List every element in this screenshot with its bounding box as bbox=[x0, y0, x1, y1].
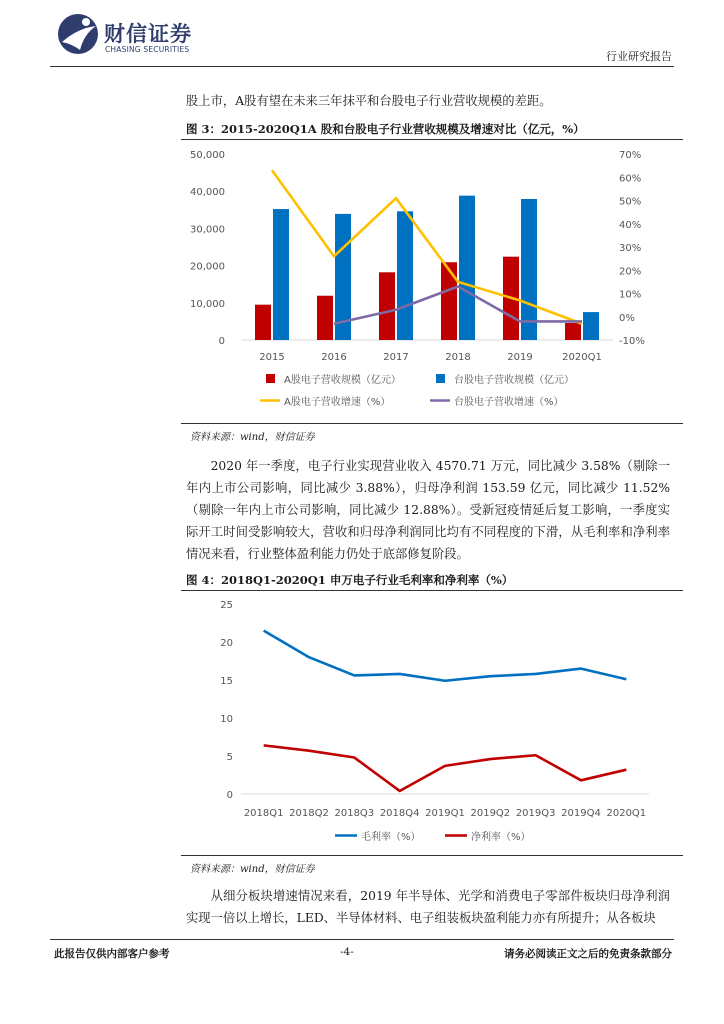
footer-disclaimer-right: 请务必阅读正文之后的免责条款部分 bbox=[504, 948, 672, 960]
figure-4-chart bbox=[181, 590, 681, 854]
bar bbox=[379, 272, 395, 340]
y2-tick-label: 30% bbox=[619, 243, 642, 254]
y-tick-label: 5 bbox=[226, 752, 233, 763]
y-tick-label: 40,000 bbox=[190, 187, 225, 199]
figure-3-chart bbox=[181, 140, 681, 422]
figure-3-source: 资料来源：wind，财信证券 bbox=[190, 432, 315, 443]
figure-4-source: 资料来源：wind，财信证券 bbox=[190, 864, 315, 875]
x-tick-label: 2019Q3 bbox=[515, 808, 556, 819]
y2-tick-label: -10% bbox=[619, 336, 645, 347]
legend-label: A股电子营收规模（亿元） bbox=[284, 375, 401, 386]
figure-4-title: 图 4：2018Q1-2020Q1 申万电子行业毛利率和净利率（%） bbox=[186, 573, 514, 587]
y-tick-label: 10,000 bbox=[190, 298, 225, 310]
y-tick-label: 15 bbox=[220, 676, 233, 687]
x-tick-label: 2019Q4 bbox=[561, 808, 601, 819]
legend-label: 台股电子营收增速（%） bbox=[454, 397, 564, 408]
bar bbox=[583, 312, 599, 340]
bar bbox=[255, 305, 271, 340]
y-tick-label: 20 bbox=[220, 638, 233, 649]
x-tick-label: 2018Q4 bbox=[379, 808, 420, 819]
paragraph-1: 股上市，A股有望在未来三年抹平和台股电子行业营收规模的差距。 bbox=[186, 94, 552, 108]
footer-disclaimer-left: 此报告仅供内部客户参考 bbox=[54, 948, 170, 960]
legend-swatch bbox=[266, 374, 275, 383]
figure-3-bottom-rule bbox=[181, 423, 683, 424]
bar bbox=[459, 196, 475, 340]
x-tick-label: 2019Q1 bbox=[425, 808, 465, 819]
x-tick-label: 2016 bbox=[321, 352, 347, 363]
report-type: 行业研究报告 bbox=[606, 50, 672, 63]
logo-chinese-name: 财信证券 bbox=[104, 22, 192, 46]
x-tick-label: 2020Q1 bbox=[562, 352, 602, 363]
series-line bbox=[334, 287, 582, 324]
logo-english-name: CHASING SECURITIES bbox=[105, 45, 190, 54]
bar bbox=[273, 209, 289, 340]
y2-tick-label: 60% bbox=[619, 173, 642, 185]
footer-divider bbox=[50, 939, 674, 940]
company-logo bbox=[56, 12, 196, 56]
paragraph-2: 2020 年一季度，电子行业实现营业收入 4570.71 万元，同比减少 3.58%（剔除一年内上市公司影响，同比减少 3.88%），归母净利润 153.59 亿元，同比减少 11.52%（剔除一年内上市公司影响，同比减少 12.88%）。受新冠疫情延后复工影响，一季度实际开工时间受影响较大，营收和归母净利润同比均有不同程度的下滑，从毛利率和净利率情况来看，行业整体盈利能力仍处于底部修复阶段。 bbox=[186, 459, 670, 561]
bar bbox=[317, 296, 333, 340]
figure-4-bottom-rule bbox=[181, 855, 683, 856]
series-line bbox=[264, 631, 627, 681]
y-tick-label: 10 bbox=[220, 714, 233, 725]
page-number: -4- bbox=[340, 946, 354, 958]
x-tick-label: 2018Q1 bbox=[243, 808, 284, 819]
legend-label: 净利率（%） bbox=[471, 832, 531, 843]
x-tick-label: 2018 bbox=[445, 352, 471, 363]
legend-label: 毛利率（%） bbox=[361, 832, 421, 843]
x-tick-label: 2018Q2 bbox=[289, 808, 329, 819]
x-tick-label: 2017 bbox=[383, 352, 409, 363]
y2-tick-label: 0% bbox=[619, 312, 635, 324]
y-tick-label: 0 bbox=[226, 790, 233, 801]
y2-tick-label: 10% bbox=[619, 289, 642, 301]
bar bbox=[441, 262, 457, 340]
x-tick-label: 2019Q2 bbox=[470, 808, 511, 819]
legend-swatch bbox=[436, 374, 445, 383]
legend-label: A股电子营收增速（%） bbox=[284, 397, 391, 408]
y2-tick-label: 20% bbox=[619, 266, 642, 278]
x-tick-label: 2020Q1 bbox=[606, 808, 647, 819]
y-tick-label: 25 bbox=[220, 600, 233, 611]
y-tick-label: 20,000 bbox=[190, 261, 225, 273]
x-tick-label: 2019 bbox=[507, 352, 533, 363]
bar bbox=[397, 211, 413, 340]
y2-tick-label: 50% bbox=[619, 196, 642, 208]
y-tick-label: 50,000 bbox=[190, 150, 225, 161]
bar bbox=[521, 199, 537, 340]
header-divider bbox=[50, 66, 674, 67]
y2-tick-label: 40% bbox=[619, 219, 642, 231]
x-tick-label: 2018Q3 bbox=[334, 808, 375, 819]
paragraph-3: 从细分板块增速情况来看，2019 年半导体、光学和消费电子零部件板块归母净利润实现一倍以上增长，LED、半导体材料、电子组装板块盈利能力亦有所提升；从各板块 bbox=[186, 889, 670, 925]
bar bbox=[565, 323, 581, 340]
x-tick-label: 2015 bbox=[259, 352, 285, 363]
series-line bbox=[264, 745, 627, 791]
y-tick-label: 0 bbox=[218, 336, 225, 347]
y2-tick-label: 70% bbox=[619, 150, 642, 161]
logo-mark-icon bbox=[56, 12, 100, 56]
y-tick-label: 30,000 bbox=[190, 224, 225, 236]
figure-3-title: 图 3：2015-2020Q1A 股和台股电子行业营收规模及增速对比（亿元，%） bbox=[186, 122, 585, 136]
legend-label: 台股电子营收规模（亿元） bbox=[454, 375, 574, 386]
